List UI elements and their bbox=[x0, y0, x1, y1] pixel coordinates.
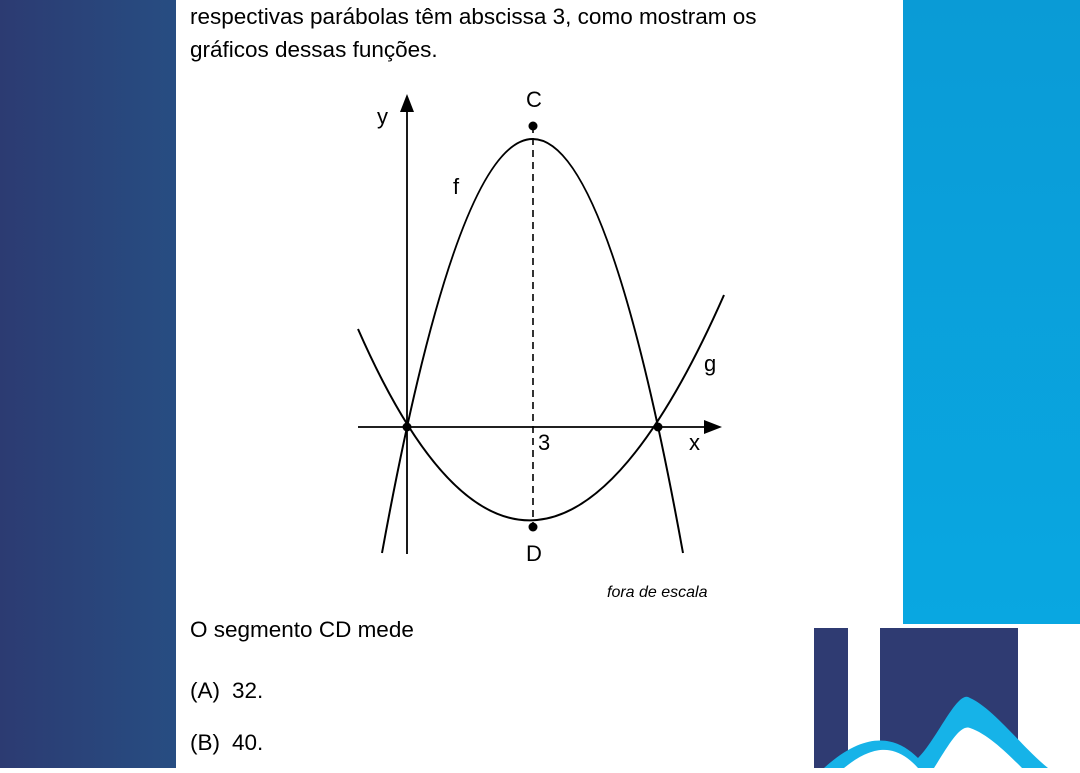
scale-note: fora de escala bbox=[607, 584, 708, 601]
point-d-label: D bbox=[526, 541, 542, 566]
intro-line-2: gráficos dessas funções. bbox=[190, 37, 438, 62]
curve-g-label: g bbox=[704, 351, 717, 376]
intro-line-1: respectivas parábolas têm abscissa 3, como mostram os bbox=[190, 4, 757, 29]
logo-bar-left bbox=[814, 628, 848, 768]
point-c-label: C bbox=[526, 87, 542, 112]
curve-f-label: f bbox=[453, 174, 460, 199]
option-b bbox=[190, 721, 263, 773]
question-text: O segmento CD mede bbox=[190, 617, 414, 642]
x-tick-3-label: 3 bbox=[538, 430, 551, 455]
option-b-letter: (B) bbox=[190, 730, 220, 755]
document-content bbox=[190, 0, 894, 66]
point-d bbox=[529, 523, 538, 532]
point-c bbox=[529, 122, 538, 131]
x-axis-arrow bbox=[704, 420, 722, 434]
intersection-point bbox=[654, 423, 663, 432]
parabola-graph bbox=[354, 80, 734, 610]
y-axis-arrow bbox=[400, 94, 414, 112]
x-axis-label: x bbox=[689, 430, 700, 455]
brand-logo bbox=[808, 628, 1080, 768]
option-a-letter: (A) bbox=[190, 678, 220, 703]
option-a bbox=[190, 669, 263, 721]
parabola-g bbox=[358, 295, 724, 520]
left-decorative-band bbox=[0, 0, 176, 768]
origin-point bbox=[403, 423, 412, 432]
y-axis-label: y bbox=[377, 104, 388, 129]
answer-options bbox=[190, 669, 263, 773]
option-b-value: 40. bbox=[232, 730, 264, 755]
option-a-value: 32. bbox=[232, 678, 264, 703]
parabola-figure bbox=[354, 80, 734, 610]
intro-paragraph bbox=[190, 0, 894, 66]
brand-logo-mark bbox=[808, 628, 1080, 768]
right-decorative-band bbox=[903, 0, 1080, 624]
